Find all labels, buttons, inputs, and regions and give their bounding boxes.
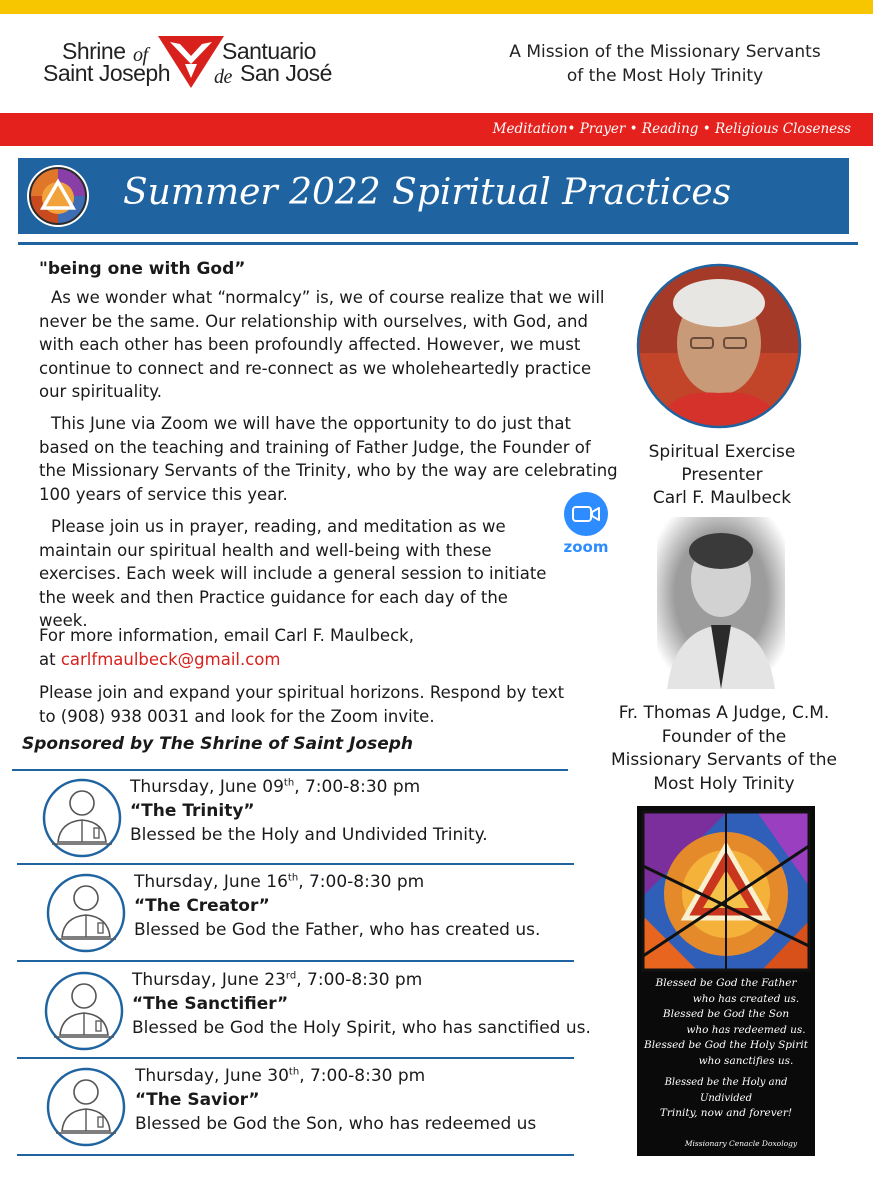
doxology-line-7: Blessed be the Holy and Undivided xyxy=(664,1077,788,1104)
shrine-logo xyxy=(40,34,340,94)
paragraph-1: As we wonder what “normalcy” is, we of course realize that we will never be the same. Our relationship with ourselves, with God, and with each other has been profoundly affected. However, we must continue to connect and re-connect as we wholeheartedly practice our spirituality. xyxy=(39,288,605,401)
speaker-avatar-icon xyxy=(44,971,124,1051)
event-day: Thursday, June 30 xyxy=(135,1066,289,1086)
event-divider xyxy=(17,1154,574,1156)
presenter-caption xyxy=(622,441,822,510)
presenter-line-2: Presenter xyxy=(681,465,763,485)
presenter-photo xyxy=(636,263,802,429)
mission-line-2: of the Most Holy Trinity xyxy=(566,66,764,86)
founder-caption xyxy=(598,702,850,796)
tagline-bar xyxy=(0,113,873,146)
event-date xyxy=(130,777,420,797)
founder-line-1: Fr. Thomas A Judge, C.M. xyxy=(618,703,830,723)
event-item xyxy=(30,965,590,1057)
event-name: “The Creator” xyxy=(134,896,270,916)
event-description: Blessed be God the Holy Spirit, who has sanctified us. xyxy=(132,1018,591,1038)
event-description: Blessed be God the Father, who has created us. xyxy=(134,920,541,940)
event-divider xyxy=(17,1057,574,1059)
paragraph-2: This June via Zoom we will have the opportunity to do just that based on the teaching and training of Father Judge, the Founder of the Missionary Servants of the Trinity, who by the way are celebrating 100 years of service this year. xyxy=(39,414,618,504)
doxology-line-4: who has redeemed us. xyxy=(686,1023,806,1036)
email-prefix: at xyxy=(39,649,61,669)
doxology-line-8: Trinity, now and forever! xyxy=(659,1107,793,1119)
founder-line-3: Missionary Servants of the xyxy=(611,750,837,770)
event-date xyxy=(132,970,422,990)
mission-line-1: A Mission of the Missionary Servants xyxy=(509,42,821,62)
event-day: Thursday, June 16 xyxy=(134,872,288,892)
doxology-text xyxy=(637,976,815,1151)
logo-saint-joseph: Saint Joseph xyxy=(43,60,170,86)
presenter-line-1: Spiritual Exercise xyxy=(648,442,796,462)
logo-san-jose: San José xyxy=(240,60,332,86)
event-date xyxy=(134,872,424,892)
email-link[interactable]: carlfmaulbeck@gmail.com xyxy=(60,649,281,669)
founder-photo xyxy=(657,517,785,689)
paragraph-3: Please join us in prayer, reading, and meditation as we maintain our spiritual health and well-being with these exercises. Each week will include a general session to initiate the week and then Practice guidance for each day of the week. xyxy=(39,517,547,630)
doxology-line-1: Blessed be God the Father xyxy=(655,977,797,989)
email-line xyxy=(39,648,619,672)
event-name: “The Savior” xyxy=(135,1090,260,1110)
zoom-logo xyxy=(558,492,614,558)
event-day-suffix: th xyxy=(288,1066,300,1078)
event-day-suffix: th xyxy=(283,777,295,789)
event-item xyxy=(30,1061,590,1153)
logo-de: de xyxy=(214,66,232,88)
event-time: , 7:00-8:30 pm xyxy=(299,1066,426,1086)
event-day: Thursday, June 23 xyxy=(132,970,286,990)
sponsor-line: Sponsored by The Shrine of Saint Joseph xyxy=(22,734,414,754)
event-divider xyxy=(12,769,568,771)
mission-statement xyxy=(490,40,840,88)
doxology-line-2: who has created us. xyxy=(692,992,800,1005)
speaker-avatar-icon xyxy=(42,778,122,858)
event-date xyxy=(135,1066,425,1086)
page-title: Summer 2022 Spiritual Practices xyxy=(123,172,732,213)
event-name: “The Sanctifier” xyxy=(132,994,289,1014)
article-heading: "being one with God” xyxy=(39,259,246,279)
stained-glass-doxology xyxy=(637,806,815,1156)
tagline: Meditation• Prayer • Reading • Religious Closeness xyxy=(492,121,851,137)
logo-shrine: Shrine xyxy=(62,38,126,64)
founder-line-2: Founder of the xyxy=(661,726,787,747)
speaker-avatar-icon xyxy=(46,873,126,953)
event-time: , 7:00-8:30 pm xyxy=(298,872,425,892)
title-divider xyxy=(18,242,858,245)
event-divider xyxy=(17,960,574,962)
event-description: Blessed be God the Son, who has redeemed us xyxy=(135,1114,537,1134)
event-item xyxy=(30,867,590,959)
doxology-credit: Missionary Cenacle Doxology xyxy=(684,1138,798,1148)
zoom-label: zoom xyxy=(563,538,609,556)
event-time: , 7:00-8:30 pm xyxy=(296,970,423,990)
event-item xyxy=(30,772,590,864)
presenter-line-3: Carl F. Maulbeck xyxy=(652,488,792,508)
logo-of: of xyxy=(133,44,148,66)
founder-line-4: Most Holy Trinity xyxy=(653,773,795,794)
event-description: Blessed be the Holy and Undivided Trinity. xyxy=(130,825,488,845)
contact-info xyxy=(39,624,619,671)
title-banner xyxy=(18,158,849,234)
doxology-line-6: who sanctifies us. xyxy=(698,1054,794,1067)
zoom-camera-icon xyxy=(558,492,614,538)
speaker-avatar-icon xyxy=(46,1067,126,1147)
doxology-line-5: Blessed be God the Holy Spirit xyxy=(644,1039,808,1051)
event-name: “The Trinity” xyxy=(130,801,255,821)
logo-santuario: Santuario xyxy=(222,38,316,64)
event-day: Thursday, June 09 xyxy=(130,777,284,797)
contact-line: For more information, email Carl F. Maulbeck, xyxy=(39,626,414,645)
respond-paragraph: Please join and expand your spiritual horizons. Respond by text to (908) 938 0031 and look for the Zoom invite. xyxy=(39,683,565,726)
event-day-suffix: rd xyxy=(285,970,297,982)
event-day-suffix: th xyxy=(287,872,299,884)
top-yellow-bar xyxy=(0,0,873,14)
doxology-line-3: Blessed be God the Son xyxy=(662,1008,790,1020)
trinity-window-icon xyxy=(26,164,90,228)
event-time: , 7:00-8:30 pm xyxy=(294,777,421,797)
